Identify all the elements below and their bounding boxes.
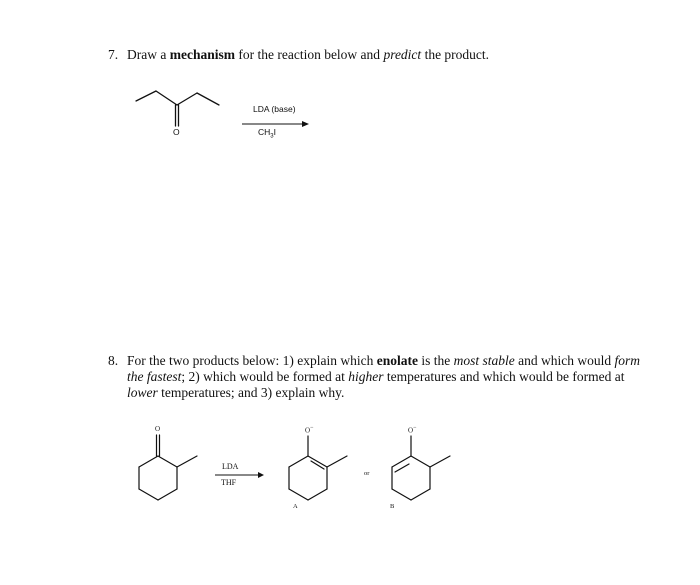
question-7-text: Draw a mechanism for the reaction below and predict the product.: [127, 47, 490, 62]
oxygen-label: O: [173, 127, 180, 137]
enolate-b-structure: [388, 425, 458, 505]
label-a: A: [293, 503, 298, 510]
question-7-number: 7.: [108, 47, 119, 62]
reaction-arrow-7: [242, 119, 310, 129]
enolate-b-oxygen: O−: [408, 425, 417, 435]
reagent-methyl-iodide: $CH_3I$: [258, 127, 276, 140]
label-b: B: [390, 503, 395, 510]
reagent-thf: THF: [221, 478, 237, 487]
keyword-enolate: enolate: [376, 353, 418, 368]
ketone-oxygen-label: O: [155, 425, 161, 433]
reagent-lda: LDA: [222, 462, 239, 471]
methylcyclohexanone-structure: [135, 425, 205, 505]
reagent-lda-base: LDA (base): [253, 104, 296, 114]
question-8-number: 8.: [108, 353, 119, 368]
enolate-a-structure: [285, 425, 355, 505]
keyword-predict: predict: [383, 47, 422, 62]
enolate-a-oxygen: O−: [305, 425, 314, 435]
keyword-mechanism: mechanism: [169, 47, 235, 62]
question-8-text: For the two products below: 1) explain which enolate is the most stable and which would form the fastest; 2) which would be formed at higher temperatures and which would be formed at lower temperatures; and 3) explain why.: [127, 353, 640, 400]
or-text: or: [364, 470, 370, 477]
